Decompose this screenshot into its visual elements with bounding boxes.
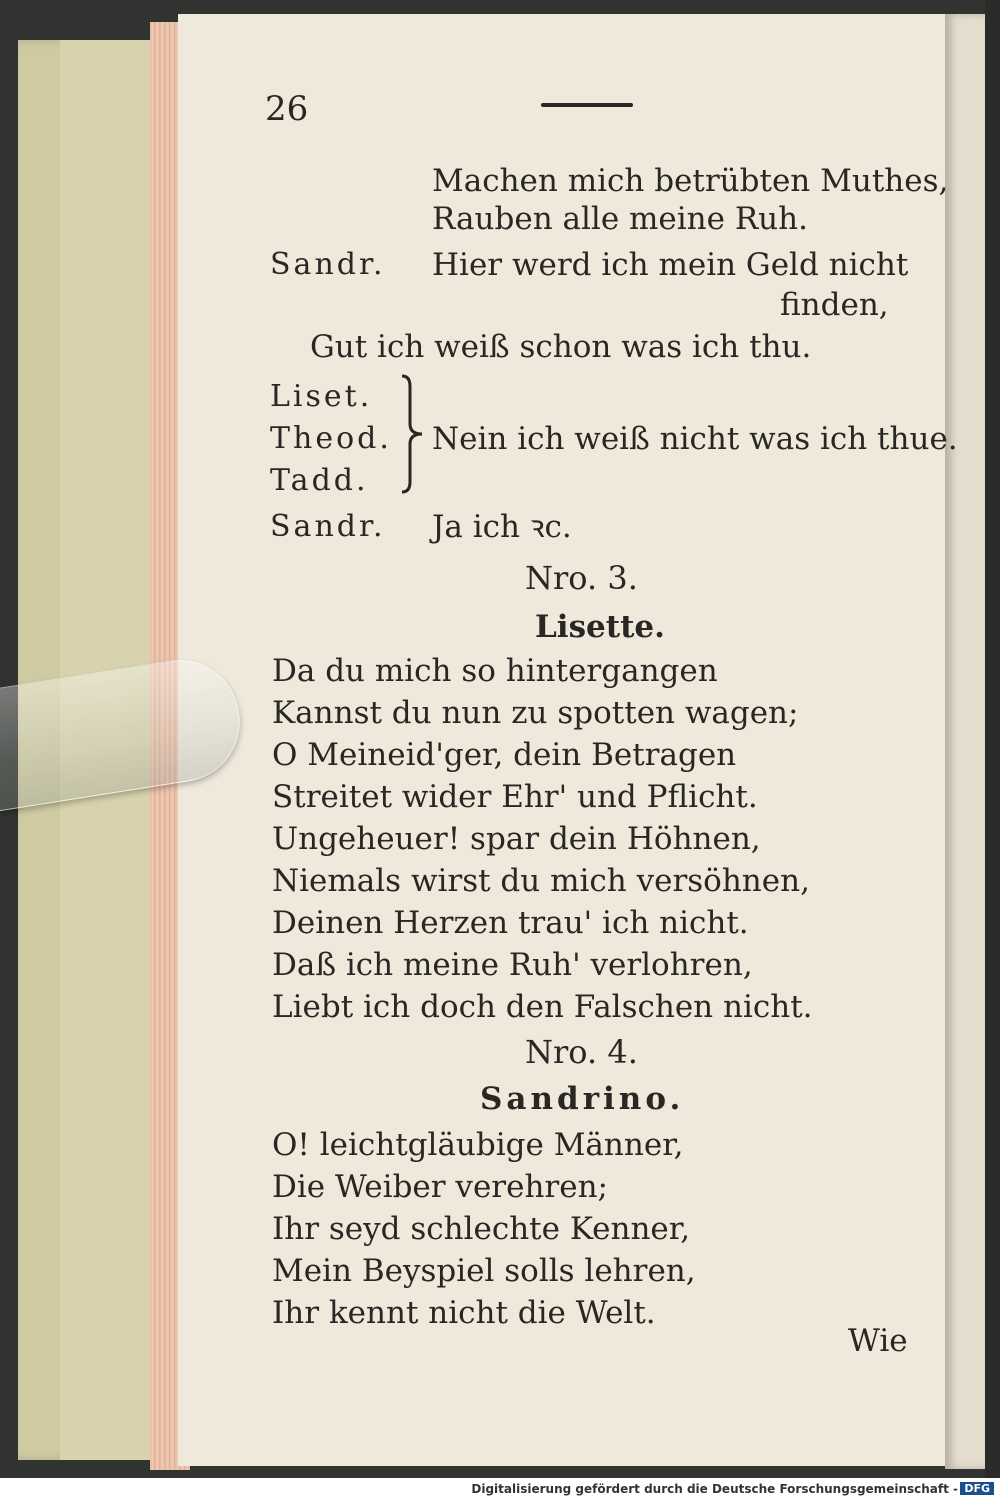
- footer-credit: Digitalisierung gefördert durch die Deutsche Forschungsgemeinschaft -: [471, 1482, 958, 1496]
- verse-line: Hier werd ich mein Geld nicht: [432, 247, 909, 283]
- verse-line: Mein Beyspiel solls lehren,: [272, 1253, 696, 1289]
- header-rule: [541, 103, 633, 107]
- song-number: Nro. 3.: [525, 559, 638, 597]
- verse-line: Ihr kennt nicht die Welt.: [272, 1295, 656, 1331]
- brace-glyph: [396, 372, 430, 496]
- verse-line: Niemals wirst du mich versöhnen,: [272, 863, 810, 899]
- verse-line: Gut ich weiß schon was ich thu.: [310, 329, 812, 365]
- speaker-label: Sandr.: [270, 509, 386, 544]
- song-title: Lisette.: [535, 609, 665, 645]
- speaker-label: Sandr.: [270, 247, 386, 282]
- verse-line: O! leichtgläubige Männer,: [272, 1127, 684, 1163]
- right-border: [985, 0, 1000, 1478]
- verse-line: Streitet wider Ehr' und Pflicht.: [272, 779, 758, 815]
- verse-line: Da du mich so hintergangen: [272, 653, 718, 689]
- verse-line: Machen mich betrübten Muthes,: [432, 163, 949, 199]
- verse-line: Ungeheuer! spar dein Höhnen,: [272, 821, 761, 857]
- catchword: Wie: [848, 1323, 908, 1359]
- verse-line: Daß ich meine Ruh' verlohren,: [272, 947, 753, 983]
- verse-line: O Meineid'ger, dein Betragen: [272, 737, 737, 773]
- page-number: 26: [265, 89, 309, 129]
- song-number: Nro. 4.: [525, 1033, 638, 1071]
- verse-line-continuation: finden,: [780, 287, 889, 323]
- verse-line: Nein ich weiß nicht was ich thue.: [432, 421, 958, 457]
- dfg-logo-icon: DFG: [960, 1482, 994, 1495]
- verse-line: Kannst du nun zu spotten wagen;: [272, 695, 799, 731]
- verse-line: Die Weiber verehren;: [272, 1169, 608, 1205]
- verse-line: Liebt ich doch den Falschen nicht.: [272, 989, 813, 1025]
- speaker-label: Tadd.: [270, 463, 369, 498]
- verse-line: Ihr seyd schlechte Kenner,: [272, 1211, 691, 1247]
- verse-line: Rauben alle meine Ruh.: [432, 201, 808, 237]
- song-title: Sandrino.: [480, 1081, 685, 1117]
- verse-line: Deinen Herzen trau' ich nicht.: [272, 905, 749, 941]
- footer-bar: [0, 1478, 1000, 1501]
- facing-page-strip: [945, 14, 985, 1469]
- speaker-label: Liset.: [270, 379, 373, 414]
- speaker-label: Theod.: [270, 421, 392, 456]
- verse-line: Ja ich ꝛc.: [432, 509, 572, 545]
